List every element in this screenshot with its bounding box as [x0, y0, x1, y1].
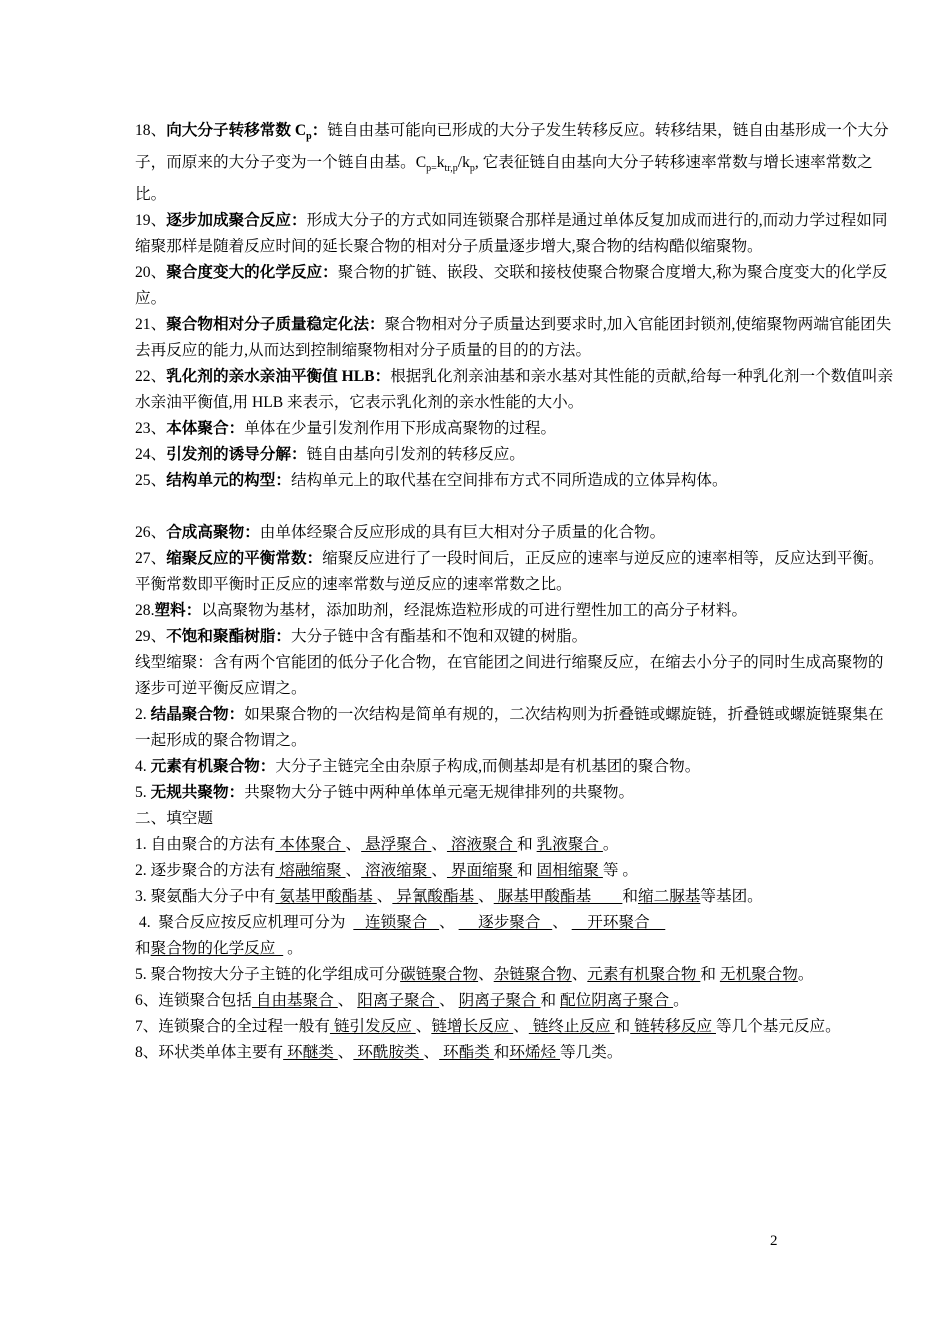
definition-18: 18、向大分子转移常数 $C_p$：链自由基可能向已形成的大分子发生转移反应。转移结果，链自由基形成一个大分子，而原来的大分子变为一个链自由基。$C_{p=}k_{tr,p}/k_p$, 它表征链自由基向大分子转移速率常数与增长速率常数之比。: [135, 122, 889, 204]
term: 聚合物相对分子质量稳定化法：: [166, 316, 385, 334]
answer: 本体聚合: [275, 836, 346, 854]
answer: 环酰胺类: [353, 1044, 424, 1062]
definition-23: 23、本体聚合：单体在少量引发剂作用下形成高聚物的过程。: [135, 420, 557, 438]
answer: 链终止反应: [528, 1018, 615, 1036]
fill-question-5: 5. 聚合物按大分子主链的化学组成可分碳链聚合物、杂链聚合物、元素有机聚合物 和 无机聚合物。: [135, 966, 814, 984]
term: 结构单元的构型：: [166, 472, 291, 490]
answer: 聚合物的化学反应: [150, 940, 284, 958]
answer: 缩二脲基: [638, 888, 701, 906]
definition-20: 20、聚合度变大的化学反应：聚合物的扩链、嵌段、交联和接枝使聚合物聚合度增大,称为聚合度变大的化学反应。: [135, 264, 888, 308]
answer: 开环聚合: [571, 914, 666, 932]
answer: 环酯类: [439, 1044, 494, 1062]
definition-28: 28.塑料：以高聚物为基材，添加助剂，经混炼造粒形成的可进行塑性加工的高分子材料。: [135, 602, 748, 620]
answer: 氨基甲酸酯基: [275, 888, 377, 906]
term: 本体聚合：: [166, 420, 245, 438]
definition-19: 19、逐步加成聚合反应：形成大分子的方式如同连锁聚合那样是通过单体反复加成而进行的,而动力学过程如同缩聚那样是随着反应时间的延长聚合物的相对分子质量逐步增大,聚合物的结构酷似缩聚物。: [135, 212, 888, 256]
answer: 环醚类: [283, 1044, 338, 1062]
fill-question-2: 2. 逐步聚合的方法有 熔融缩聚 、 溶液缩聚 、 界面缩聚 和 固相缩聚 等 。: [135, 862, 639, 880]
term: 合成高聚物：: [166, 524, 260, 542]
definition-22: 22、乳化剂的亲水亲油平衡值 HLB：根据乳化剂亲油基和亲水基对其性能的贡献,给每一种乳化剂一个数值叫亲水亲油平衡值,用 HLB 来表示，它表示乳化剂的亲水性能的大小。: [135, 368, 894, 412]
definition-29: 29、不饱和聚酯树脂：大分子链中含有酯基和不饱和双键的树脂。: [135, 628, 588, 646]
definition-27: 27、缩聚反应的平衡常数：缩聚反应进行了一段时间后，正反应的速率与逆反应的速率相等，反应达到平衡。平衡常数即平衡时正反应的速率常数与逆反应的速率常数之比。: [135, 550, 884, 594]
term: 结晶聚合物：: [150, 706, 245, 724]
definition-random-copolymer: 5. 无规共聚物：共聚物大分子链中两种单体单元毫无规律排列的共聚物。: [135, 784, 635, 802]
answer: 无机聚合物: [719, 966, 798, 984]
answer: 固相缩聚: [536, 862, 603, 880]
term: 向大分子转移常数 $C_p$：: [166, 122, 328, 143]
answer: 阴离子聚合: [458, 992, 541, 1010]
answer: 连锁聚合: [353, 914, 440, 932]
answer: 乳液聚合: [536, 836, 603, 854]
answer: 自由基聚合: [251, 992, 338, 1010]
definition-21: 21、聚合物相对分子质量稳定化法：聚合物相对分子质量达到要求时,加入官能团封锁剂,使缩聚物两端官能团失去再反应的能力,从而达到控制缩聚物相对分子质量的目的的方法。: [135, 316, 892, 360]
answer: 异氰酸酯基: [392, 888, 479, 906]
answer: 逐步聚合: [458, 914, 553, 932]
term: 无规共聚物：: [150, 784, 245, 802]
term: 缩聚反应的平衡常数：: [166, 550, 323, 568]
answer: 阳离子聚合: [357, 992, 440, 1010]
answer: 杂链聚合物: [493, 966, 572, 984]
answer: 悬浮聚合: [361, 836, 432, 854]
fill-question-4: 4. 聚合反应按反应机理可分为 连锁聚合 、 逐步聚合 、 开环聚合 和聚合物的化学反应 。: [135, 914, 666, 958]
term: 不饱和聚酯树脂：: [166, 628, 291, 646]
definition-crystalline-polymer: 2. 结晶聚合物：如果聚合物的一次结构是简单有规的，二次结构则为折叠链或螺旋链，折叠链或螺旋链聚集在一起形成的聚合物谓之。: [135, 706, 884, 750]
section-title: 二、填空题: [135, 810, 213, 828]
answer: 溶液缩聚: [361, 862, 432, 880]
answer: 脲基甲酸酯基: [493, 888, 623, 906]
fill-question-8: 8、环状类单体主要有 环醚类 、 环酰胺类 、 环酯类 和环烯烃 等几类。: [135, 1044, 623, 1062]
item-number: 18、: [135, 122, 167, 139]
answer: 配位阴离子聚合: [560, 992, 674, 1010]
definition-25: 25、结构单元的构型：结构单元上的取代基在空间排布方式不同所造成的立体异构体。: [135, 472, 728, 490]
fill-question-7: 7、连锁聚合的全过程一般有 链引发反应 、链增长反应 、 链终止反应 和 链转移反应 等几个基元反应。: [135, 1018, 841, 1036]
answer: 链引发反应: [329, 1018, 416, 1036]
term: 乳化剂的亲水亲油平衡值 HLB：: [166, 368, 391, 386]
fill-question-3: 3. 聚氨酯大分子中有 氨基甲酸酯基 、 异氰酸酯基 、 脲基甲酸酯基 和缩二脲基等基团。: [135, 888, 763, 906]
definition-text: 链自由基可能向已形成的大分子发生转移反应。转移结果，链自由基形成一个大分子，而原来的大分子变为一个链自由基。C: [135, 122, 889, 172]
definition-linear-polycondensation: 线型缩聚：含有两个官能团的低分子化合物，在官能团之间进行缩聚反应，在缩去小分子的同时生成高聚物的逐步可逆平衡反应谓之。: [135, 654, 884, 698]
answer: 链增长反应: [431, 1018, 514, 1036]
answer: 元素有机聚合物: [587, 966, 701, 984]
term: 引发剂的诱导分解：: [166, 446, 307, 464]
fill-question-1: 1. 自由聚合的方法有 本体聚合 、 悬浮聚合 、 溶液聚合 和 乳液聚合 。: [135, 836, 619, 854]
term: 塑料：: [154, 602, 202, 620]
term: 聚合度变大的化学反应：: [166, 264, 338, 282]
answer: 溶液聚合: [446, 836, 518, 854]
answer: 碳链聚合物: [400, 966, 479, 984]
definition-26: 26、合成高聚物：由单体经聚合反应形成的具有巨大相对分子质量的化合物。: [135, 524, 666, 542]
term: 元素有机聚合物：: [150, 758, 276, 776]
definition-element-organic-polymer: 4. 元素有机聚合物：大分子主链完全由杂原子构成,而侧基却是有机基团的聚合物。: [135, 758, 701, 776]
fill-question-6: 6、连锁聚合包括 自由基聚合 、 阳离子聚合 、 阴离子聚合 和 配位阴离子聚合 。: [135, 992, 689, 1010]
definition-24: 24、引发剂的诱导分解：链自由基向引发剂的转移反应。: [135, 446, 525, 464]
page-number: 2: [770, 1233, 778, 1249]
document-body: [135, 118, 895, 1066]
answer: 界面缩聚: [446, 862, 518, 880]
answer: 熔融缩聚: [275, 862, 346, 880]
answer: 环烯烃: [509, 1044, 561, 1062]
blank-line: [135, 494, 895, 520]
answer: 链转移反应: [630, 1018, 716, 1036]
term: 逐步加成聚合反应：: [166, 212, 307, 230]
